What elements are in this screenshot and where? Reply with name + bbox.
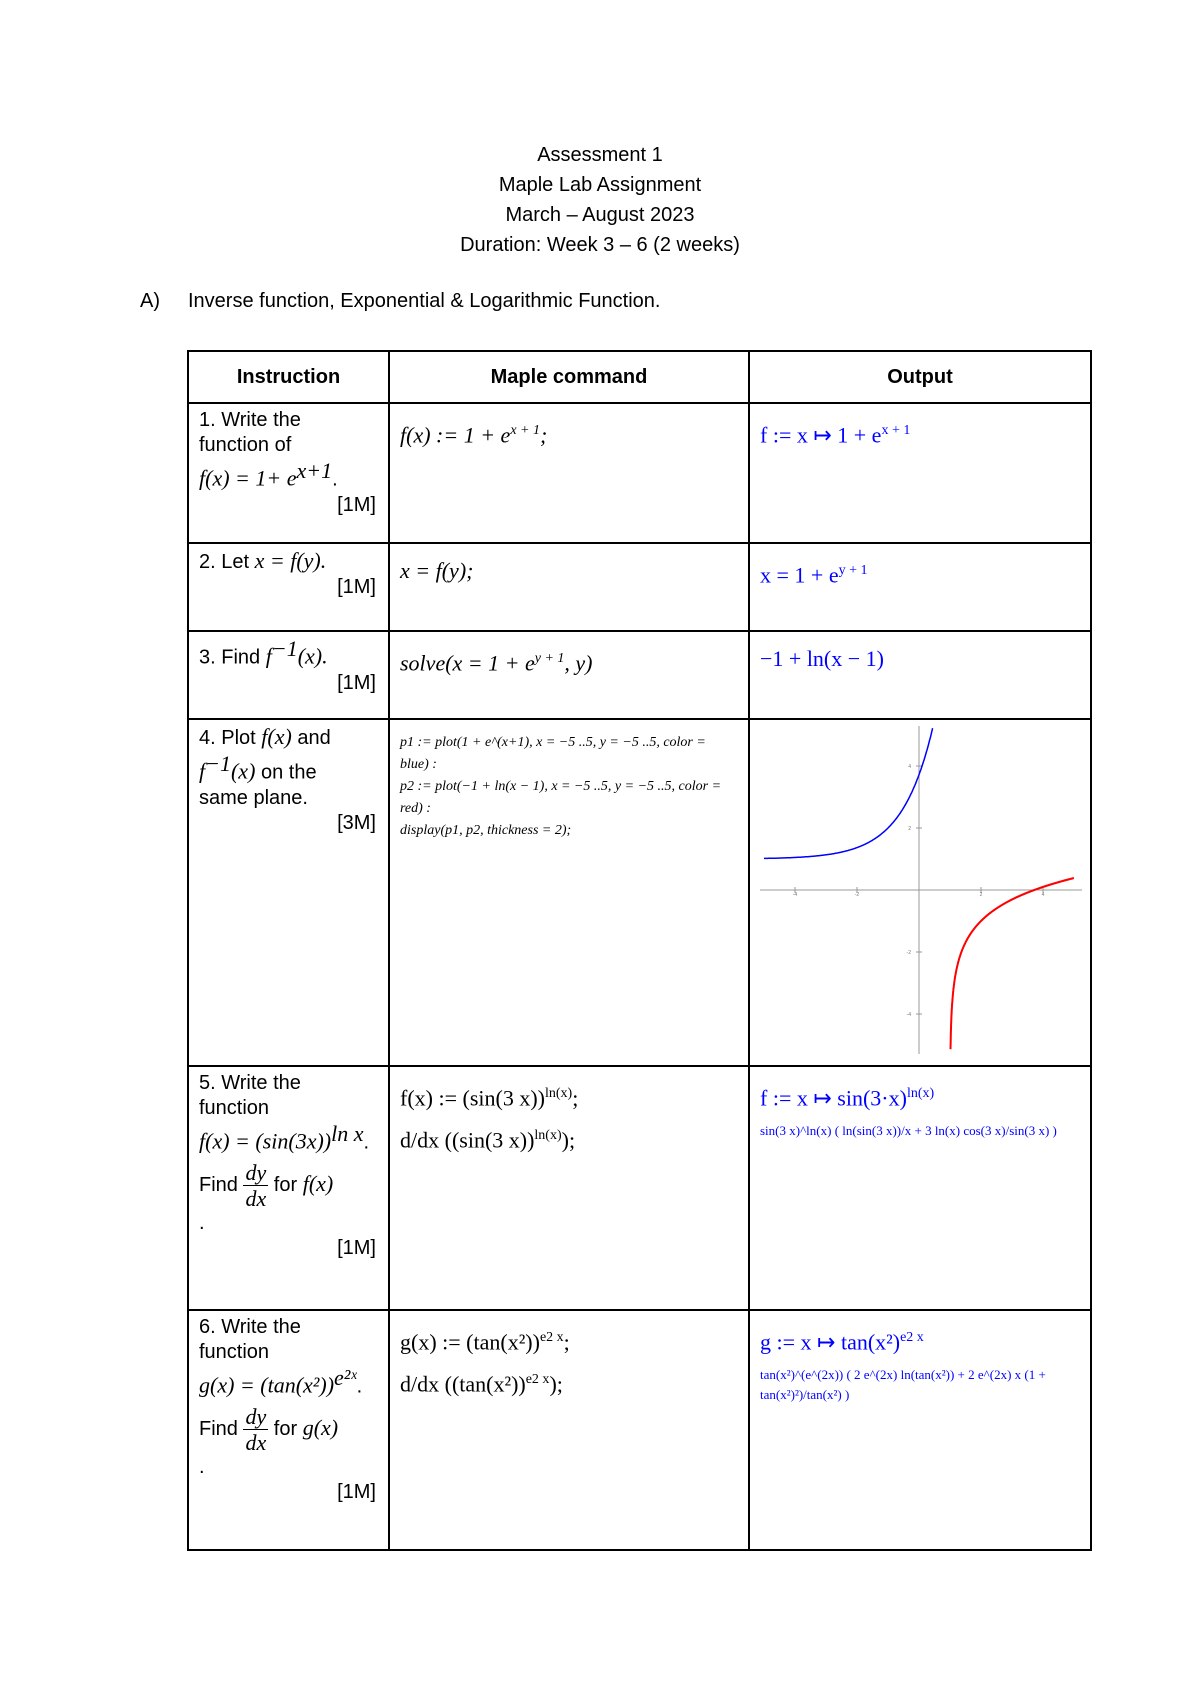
maple-command: x = f(y); [400,558,474,583]
x-tick-label: 2 [979,892,983,898]
instruction-math: x = f(y). [254,548,327,573]
table-row [188,543,1091,631]
series-exponential-curve [764,728,933,858]
instruction-math-end: (x). [297,643,328,669]
output-sup: e2 x [900,1330,924,1345]
table-header-row [188,351,1091,403]
x-tick-label: -2 [854,892,860,898]
maple-command: p1 := plot(1 + e^(x+1), x = −5 ..5, y = −5 ..5, color = blue) : [400,735,706,772]
instruction-math: f(x) = 1+ e [199,465,297,491]
fraction-denominator: dx [245,1429,267,1455]
output-cell [749,631,1091,719]
command-cell [389,403,749,543]
command-cell [389,1310,749,1550]
command-end: , y) [564,650,593,676]
assignment-table [187,350,1092,1551]
command-end: ; [539,422,548,448]
instruction-math: f [265,643,272,669]
instruction-sup: ln x [331,1121,364,1146]
x-tick-label: -4 [792,892,798,898]
command-sup: e2 x [525,1372,550,1388]
output-cell [749,719,1091,1066]
command-cell [389,719,749,1066]
marks-label: [1M] [337,493,376,516]
instruction-cell [188,543,389,631]
command-cell [389,631,749,719]
maple-output: g := x ↦ tan(x²) [760,1329,901,1355]
function-plot [750,720,1088,1060]
command-end: ; [563,1329,570,1355]
output-cell [749,403,1091,543]
document-header [0,140,1200,260]
y-tick-label: -4 [906,1012,911,1018]
maple-output: f := x ↦ 1 + e [760,422,882,448]
header-duration: Duration: Week 3 – 6 (2 weeks) [460,234,740,256]
maple-command: solve(x = 1 + e [400,650,535,676]
instruction-math: f(x) [261,724,292,749]
command-sup: x + 1 [510,423,540,438]
instruction-sup: −1 [271,636,298,661]
instruction-text: Find [199,1417,238,1440]
instruction-number: 5. Write the [199,1072,301,1094]
marks-label: [3M] [337,811,376,834]
derivative-fraction [243,1404,268,1455]
header-output: Output [749,351,1091,403]
instruction-math: f(x) = (sin(3x)) [199,1128,332,1154]
table-row [188,1310,1091,1550]
instruction-cell [188,1310,389,1550]
command-sup: y + 1 [534,651,565,666]
instruction-sup: x+1 [296,458,333,483]
instruction-number: 1. Write the [199,409,301,431]
instruction-math: g(x) = (tan(x²)) [199,1372,335,1398]
instruction-number: 2. Let [199,551,250,573]
y-tick-label: 2 [908,826,911,832]
instruction-text: function [199,1097,270,1119]
instruction-sup: e²ˣ [334,1365,357,1390]
y-tick-label: -2 [906,950,911,956]
maple-command: d/dx ((tan(x²)) [400,1371,526,1397]
instruction-text: same plane. [199,786,308,809]
instruction-text: Find [199,1173,238,1196]
instruction-math-end: . [363,1131,370,1154]
instruction-number: 6. Write the [199,1316,301,1338]
command-sup: e2 x [539,1330,564,1345]
instruction-text: on the [260,761,317,784]
output-sup: x + 1 [881,423,911,438]
output-cell [749,1310,1091,1550]
header-subtitle: Maple Lab Assignment [498,174,702,196]
instruction-text: for [273,1417,298,1440]
maple-output: −1 + ln(x − 1) [760,646,884,671]
instruction-text: for [273,1173,298,1196]
marks-label: [1M] [337,576,376,598]
instruction-number: 4. Plot [199,727,256,749]
output-cell [749,543,1091,631]
table-row [188,403,1091,543]
derivative-fraction [243,1160,268,1211]
section-label: A) [140,290,160,312]
table-row [188,631,1091,719]
maple-output-derivative: tan(x²)^(e^(2x)) ( 2 e^(2x) ln(tan(x²)) + 2 e^(2x) x (1 + tan(x²)²)/tan(x²) ) [760,1367,1046,1403]
instruction-math-end: . [356,1375,363,1398]
maple-command: d/dx ((sin(3 x)) [400,1127,535,1153]
command-sup: ln(x) [544,1086,573,1101]
table-row [188,719,1091,1066]
instruction-cell [188,719,389,1066]
output-sup: y + 1 [838,563,868,578]
fraction-denominator: dx [245,1185,267,1211]
section-heading [140,290,660,313]
instruction-text: function of [199,434,292,456]
output-sup: ln(x) [906,1086,935,1101]
command-cell [389,543,749,631]
instruction-math: f(x) [302,1170,334,1196]
header-title: Assessment 1 [537,144,663,166]
instruction-cell [188,1066,389,1310]
header-period: March – August 2023 [505,204,695,226]
header-instruction: Instruction [188,351,389,403]
command-sup: ln(x) [534,1128,562,1144]
instruction-text: function [199,1341,270,1363]
instruction-cell [188,631,389,719]
fraction-numerator: dy [245,1403,267,1429]
marks-label: [1M] [337,671,376,694]
instruction-sup: −1 [205,751,231,776]
command-end: ); [549,1371,563,1397]
instruction-math-end: (x) [230,758,256,784]
command-cell [389,1066,749,1310]
command-end: ; [572,1085,579,1111]
instruction-math: g(x) [302,1414,339,1440]
maple-output: x = 1 + e [760,562,839,588]
instruction-math: f [199,758,206,784]
maple-output-derivative: sin(3 x)^ln(x) ( ln(sin(3 x))/x + 3 ln(x) cos(3 x)/sin(3 x) ) [760,1123,1057,1139]
instruction-cell [188,403,389,543]
instruction-text: . [199,1455,205,1478]
marks-label: [1M] [337,1480,376,1503]
y-tick-label: 4 [908,764,911,770]
maple-command: g(x) := (tan(x²)) [400,1329,540,1355]
command-end: ); [561,1127,576,1153]
output-cell [749,1066,1091,1310]
instruction-math-end: . [332,468,338,491]
maple-command: p2 := plot(−1 + ln(x − 1), x = −5 ..5, y = −5 ..5, color = red) : [400,779,722,816]
marks-label: [1M] [337,1236,376,1259]
x-tick-label: 4 [1041,892,1045,898]
maple-command: f(x) := (sin(3 x)) [400,1085,545,1111]
maple-output: f := x ↦ sin(3·x) [760,1085,907,1111]
instruction-number: 3. Find [199,646,261,669]
header-maple-command: Maple command [389,351,749,403]
section-title: Inverse function, Exponential & Logarithmic Function. [188,290,661,312]
maple-command: f(x) := 1 + e [400,422,511,448]
maple-command: display(p1, p2, thickness = 2); [400,823,572,838]
instruction-text: and [297,727,331,749]
instruction-text: . [199,1211,205,1234]
fraction-numerator: dy [245,1159,267,1185]
table-row [188,1066,1091,1310]
series-log-curve [951,878,1074,1049]
